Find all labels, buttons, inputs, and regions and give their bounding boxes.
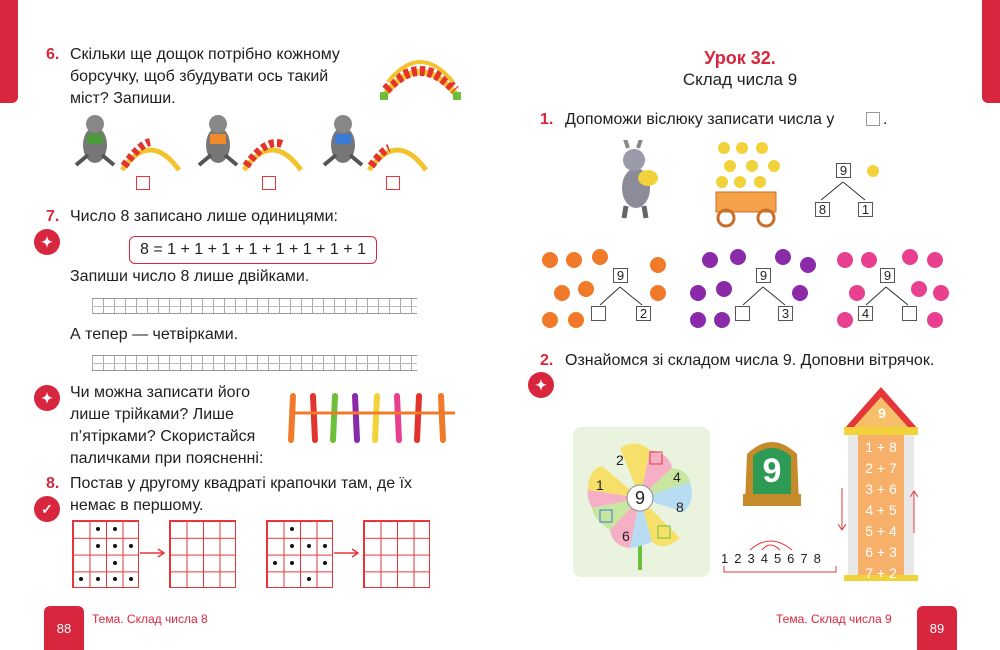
task-1-number: 1. xyxy=(540,111,554,128)
tree1-branches xyxy=(815,180,870,202)
right-page-tab xyxy=(982,0,1000,103)
tree3-top: 9 xyxy=(756,268,771,283)
tree3-branches xyxy=(737,285,792,307)
dot-grid-answer-1[interactable] xyxy=(169,520,236,588)
arrow-up-icon xyxy=(910,488,918,533)
house-row: 5 + 4 xyxy=(865,523,897,539)
tree2-left[interactable] xyxy=(591,306,606,321)
task-7-number: 7. xyxy=(46,208,60,225)
bridge-illustration xyxy=(378,42,463,102)
number-line-item: 2 xyxy=(734,551,742,566)
pinwheel-blade-4: 4 xyxy=(673,469,681,485)
instruction-fours: А тепер — четвірками. xyxy=(70,326,239,343)
task-8-text: Постав у другому квадраті крапочки там, де їх немає в першому. xyxy=(70,475,413,514)
left-page-tab xyxy=(0,0,18,103)
equation-ones: 8 = 1 + 1 + 1 + 1 + 1 + 1 + 1 + 1 xyxy=(129,236,377,264)
pinwheel-blade-6: 6 xyxy=(622,528,630,544)
partial-bridge-2 xyxy=(240,130,305,175)
question-threes-fives: Чи можна записати його лише трійками? Лише п’ятірками? Скористайся паличками при поясненні: xyxy=(70,384,264,467)
dot-grid-answer-2[interactable] xyxy=(363,520,430,588)
house-row: 1 + 8 xyxy=(865,439,897,455)
tree2-branches xyxy=(594,285,649,307)
tree4-left: 4 xyxy=(858,306,873,321)
lesson-title: Урок 32. xyxy=(704,48,776,68)
dot-grid-1 xyxy=(72,520,139,588)
inline-box-icon xyxy=(866,112,880,126)
house-roof-number: 9 xyxy=(878,405,886,421)
tree4-top: 9 xyxy=(880,268,895,283)
lightbulb-icon: ✦ xyxy=(34,385,60,411)
lightbulb-icon: ✦ xyxy=(34,229,60,255)
arrow-right-icon xyxy=(334,548,362,558)
task-8-number: 8. xyxy=(46,475,60,492)
house-row: 4 + 5 xyxy=(865,502,897,518)
house-rows xyxy=(858,437,904,605)
number-line-item: 4 xyxy=(760,551,768,566)
lightbulb-icon: ✦ xyxy=(528,372,554,398)
tree4-right[interactable] xyxy=(902,306,917,321)
arrow-down-icon xyxy=(838,488,846,533)
number-line-item: 1 xyxy=(721,551,729,566)
badger-1-icon xyxy=(70,110,120,170)
tree1-left: 8 xyxy=(815,202,830,217)
number-line-item: 8 xyxy=(813,551,821,566)
house-row: 7 + 2 xyxy=(865,565,897,581)
number-line-item: 3 xyxy=(747,551,755,566)
task-6-text: Скільки ще дощок потрібно кожному борсучку, щоб збудувати ось такий міст? Запиши. xyxy=(70,46,340,107)
badger-2-icon xyxy=(193,110,243,170)
writing-line-fours[interactable] xyxy=(92,355,417,371)
right-footer-topic: Тема. Склад числа 9 xyxy=(776,612,892,626)
writing-line-twos[interactable] xyxy=(92,298,417,314)
page-number-89: 89 xyxy=(917,606,957,650)
page-number-88: 88 xyxy=(44,606,84,650)
tree2-top: 9 xyxy=(613,268,628,283)
number-line-item: 6 xyxy=(787,551,795,566)
task-2-text: Ознайомся зі складом числа 9. Доповни вітрячок. xyxy=(565,352,935,369)
house-row: 3 + 6 xyxy=(865,481,897,497)
instruction-twos: Запиши число 8 лише двійками. xyxy=(70,268,310,285)
answer-box-bridge-3[interactable] xyxy=(386,176,400,190)
answer-box-bridge-2[interactable] xyxy=(262,176,276,190)
house-row: 2 + 7 xyxy=(865,460,897,476)
partial-bridge-3 xyxy=(365,130,430,175)
tree1-top: 9 xyxy=(836,163,851,178)
task-1-text-end: . xyxy=(883,111,888,128)
checkmark-icon: ✓ xyxy=(34,496,60,522)
task-6-number: 6. xyxy=(46,46,60,63)
pinwheel-center: 9 xyxy=(634,488,645,508)
left-footer-topic: Тема. Склад числа 8 xyxy=(92,612,208,626)
pinwheel-blade-8: 8 xyxy=(676,499,684,515)
task-2-number: 2. xyxy=(540,352,554,369)
number-line-arcs xyxy=(720,536,840,576)
tree4-branches xyxy=(860,285,915,307)
number-line-item: 5 xyxy=(773,551,782,566)
counting-sticks-illustration xyxy=(283,388,463,448)
task-7-text: Число 8 записано лише одиницями: xyxy=(70,208,338,225)
answer-box-bridge-1[interactable] xyxy=(136,176,150,190)
task-1-text: Допоможи віслюку записати числа у xyxy=(565,111,835,128)
tree3-right: 3 xyxy=(778,306,793,321)
tree3-left[interactable] xyxy=(735,306,750,321)
dot-grid-2 xyxy=(266,520,333,588)
tree2-right: 2 xyxy=(636,306,651,321)
arrow-right-icon xyxy=(140,548,168,558)
chair-number: 9 xyxy=(762,452,782,490)
house-row: 6 + 3 xyxy=(865,544,897,560)
yellow-bag-icon xyxy=(866,161,880,179)
badger-3-icon xyxy=(318,110,368,170)
partial-bridge-1 xyxy=(118,130,183,175)
pinwheel-blade-1: 1 xyxy=(596,477,604,493)
donkey-icon xyxy=(608,140,663,220)
tree1-right: 1 xyxy=(858,202,873,217)
pinwheel-blade-2: 2 xyxy=(616,452,624,468)
house-row: 8 + 1 xyxy=(865,586,897,602)
number-line-item: 7 xyxy=(800,551,808,566)
cart-with-bags xyxy=(712,140,787,228)
lesson-subtitle: Склад числа 9 xyxy=(682,70,798,89)
